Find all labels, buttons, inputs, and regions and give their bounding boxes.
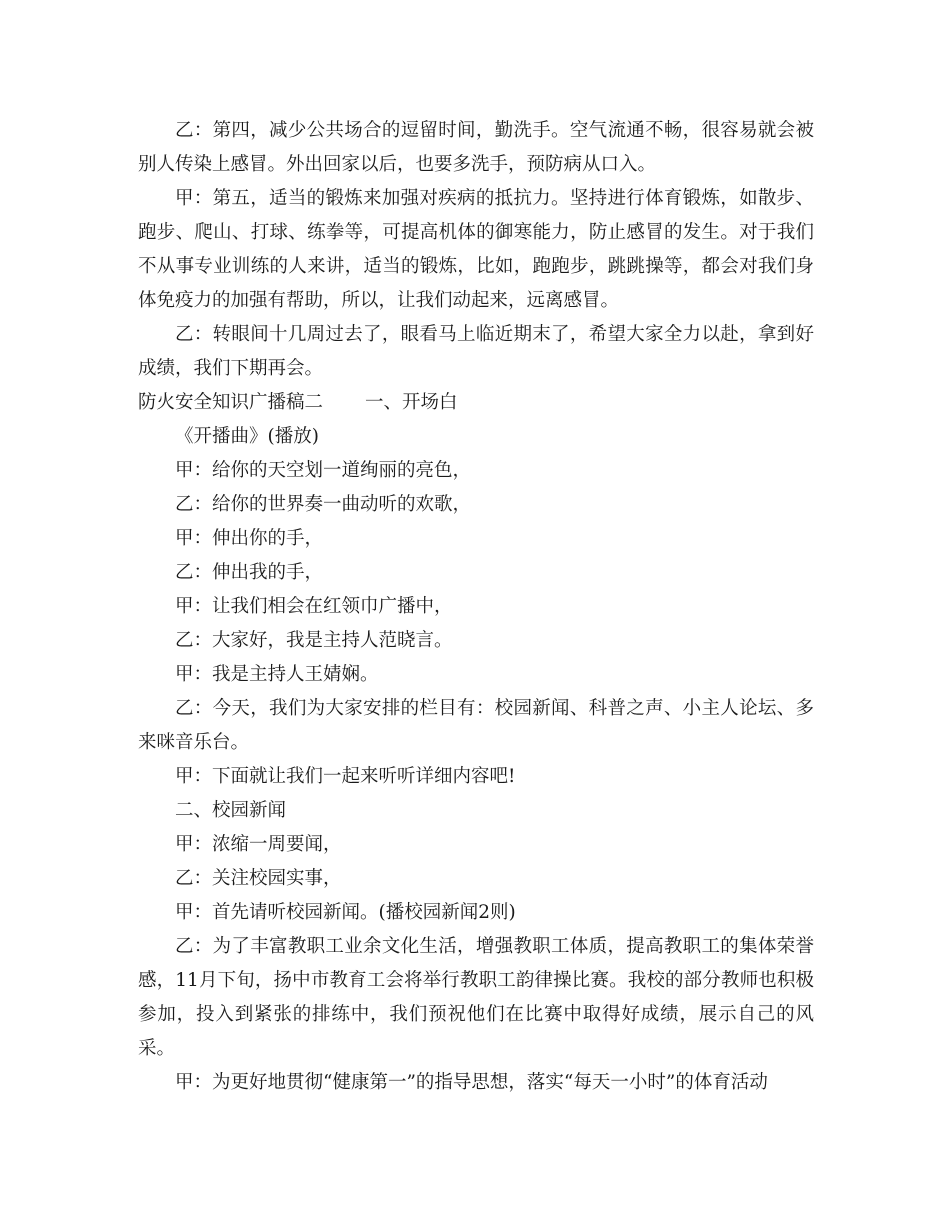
- script-line: 甲：给你的天空划一道绚丽的亮色，: [175, 460, 472, 481]
- script-line: 乙：大家好，我是主持人范晓言。: [175, 630, 453, 651]
- document-body: [138, 114, 814, 1100]
- script-line: 乙：今天，我们为大家安排的栏目有：校园新闻、科普之声、小主人论坛、多来咪音乐台。: [138, 698, 814, 753]
- paragraph: 乙：转眼间十几周过去了，眼看马上临近期末了，希望大家全力以赴，拿到好成绩，我们下期再会。: [138, 324, 814, 379]
- section-title: 防火安全知识广播稿二: [138, 392, 324, 413]
- script-line: 乙：伸出我的手，: [175, 562, 324, 583]
- section-heading: 二、校园新闻: [175, 800, 287, 821]
- script-line: 乙：关注校园实事，: [175, 868, 342, 889]
- script-line: 《开播曲》(播放): [175, 426, 319, 447]
- paragraph: 甲：第五，适当的锻炼来加强对疾病的抵抗力。坚持进行体育锻炼，如散步、跑步、爬山、打球、练拳等，可提高机体的御寒能力，防止感冒的发生。对于我们不从事专业训练的人来讲，适当的锻炼，比如，跑跑步，跳跳操等，都会对我们身体免疫力的加强有帮助，所以，让我们动起来，远离感冒。: [138, 188, 814, 311]
- script-line: 甲：为更好地贯彻“健康第一”的指导思想，落实“每天一小时”的体育活动: [175, 1072, 768, 1093]
- script-line: 甲：我是主持人王婧娴。: [175, 664, 379, 685]
- section-opening: 一、开场白: [365, 392, 458, 413]
- script-line: 甲：首先请听校园新闻。(播校园新闻2则): [175, 902, 516, 923]
- script-line: 甲：让我们相会在红领巾广播中，: [175, 596, 453, 617]
- script-line: 甲：浓缩一周要闻，: [175, 834, 342, 855]
- script-line: 乙：给你的世界奏一曲动听的欢歌，: [175, 494, 472, 515]
- script-line: 甲：伸出你的手，: [175, 528, 324, 549]
- paragraph: 乙：第四，减少公共场合的逗留时间，勤洗手。空气流通不畅，很容易就会被别人传染上感冒。外出回家以后，也要多洗手，预防病从口入。: [138, 120, 814, 175]
- script-line: 乙：为了丰富教职工业余文化生活，增强教职工体质，提高教职工的集体荣誉感，11月下旬，扬中市教育工会将举行教职工韵律操比赛。我校的部分教师也积极参加，投入到紧张的排练中，我们预祝他们在比赛中取得好成绩，展示自己的风采。: [138, 936, 814, 1059]
- section-heading-line: [138, 386, 814, 420]
- script-line: 甲：下面就让我们一起来听听详细内容吧!: [175, 766, 516, 787]
